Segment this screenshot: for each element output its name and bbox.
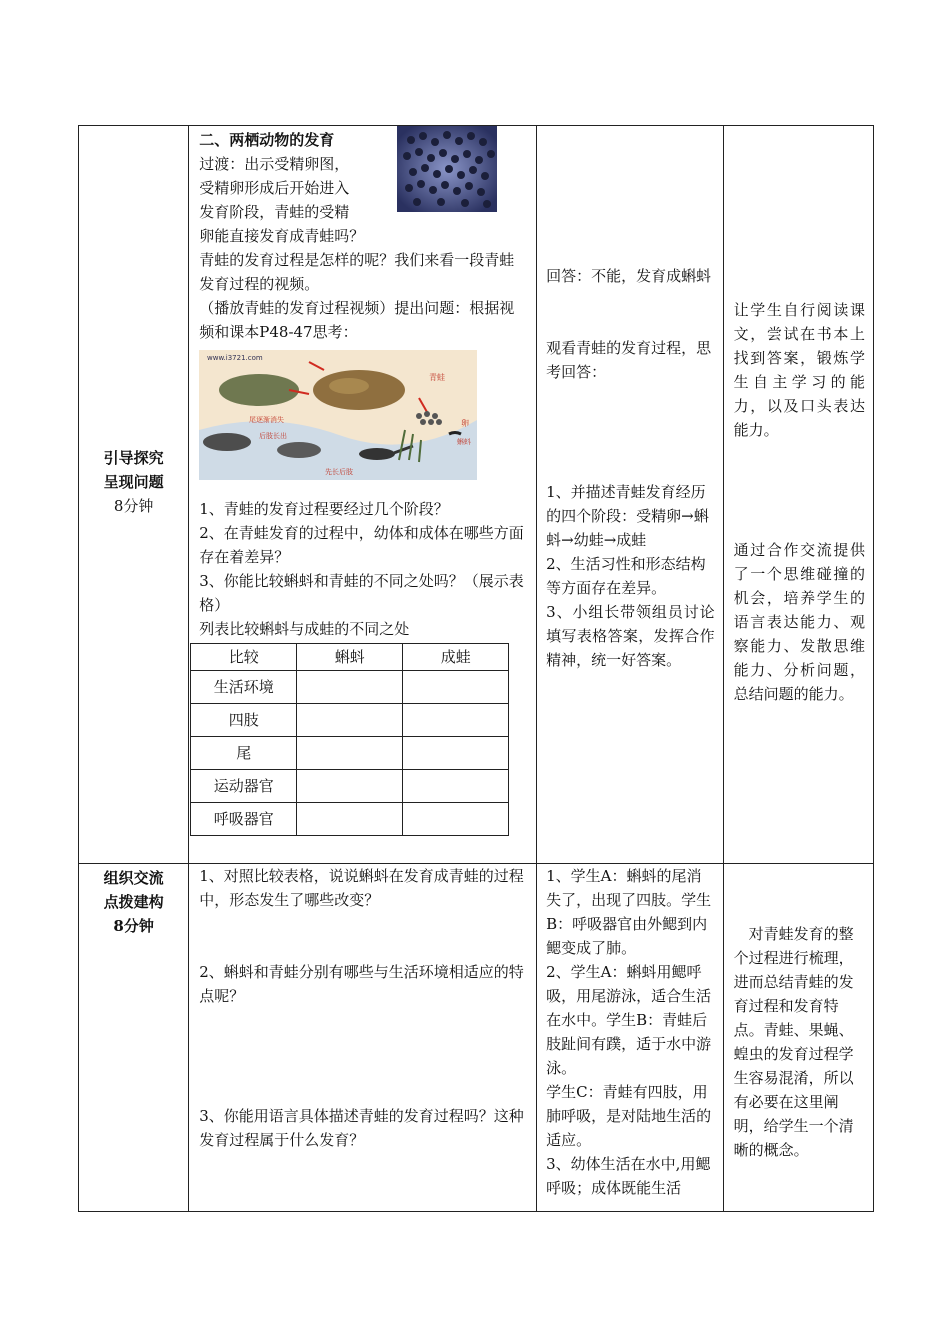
teacher-paragraph: （播放青蛙的发育过程视频）提出问题：根据视频和课本P48-47思考： [199, 299, 515, 341]
comparison-header: 成蛙 [403, 644, 509, 671]
teacher-paragraph: 青蛙的发育过程是怎样的呢？我们来看一段青蛙发育过程的视频。 [199, 251, 515, 293]
intro-line: 过渡：出示受精卵图， [199, 155, 350, 173]
question-2: 2、在青蛙发育的过程中，幼体和成体在哪些方面存在着差异？ [199, 524, 524, 566]
student-activity-cell [537, 126, 723, 864]
teacher-activity-cell [189, 126, 537, 864]
blank-cell[interactable] [403, 704, 509, 737]
table-row [79, 864, 874, 1212]
blank-cell[interactable] [403, 737, 509, 770]
stage-title-line2: 呈现问题 [103, 473, 164, 491]
teacher-activity-cell [189, 864, 537, 1212]
design-intent-cell [723, 126, 873, 864]
blank-cell[interactable] [403, 770, 509, 803]
teacher-question: 1、对照比较表格，说说蝌蚪在发育成青蛙的过程中，形态发生了哪些改变？ [199, 867, 524, 909]
stage-title-line2: 点拨建构 [103, 893, 164, 911]
comparison-table [190, 643, 509, 836]
comparison-row-label: 生活环境 [191, 671, 297, 704]
intro-line: 受精卵形成后开始进入 [199, 179, 350, 197]
stage-cell [79, 126, 189, 864]
student-answer: 3、小组长带领组员讨论填写表格答案，发挥合作精神，统一好答案。 [546, 603, 715, 669]
intro-line: 卵能直接发育成青蛙吗？ [199, 227, 365, 245]
question-3: 3、你能比较蝌蚪和青蛙的不同之处吗？（展示表格） [199, 572, 524, 614]
blank-cell[interactable] [297, 671, 403, 704]
blank-cell[interactable] [297, 704, 403, 737]
diagram-tadpole-label: 蝌蚪 [457, 438, 472, 446]
intent-paragraph: 让学生自行阅读课文，尝试在书本上找到答案，锻炼学生自主学习的能力，以及口头表达能力。 [733, 301, 865, 439]
student-answer: 1、并描述青蛙发育经历的四个阶段：受精卵→蝌蚪→幼蛙→成蛙 [546, 483, 709, 549]
section-heading: 二、两栖动物的发育 [199, 131, 335, 149]
comparison-row-label: 呼吸器官 [191, 803, 297, 836]
stage-time: 8分钟 [113, 917, 154, 935]
diagram-frog-label: 青蛙 [429, 373, 446, 382]
stage-title-line1: 引导探究 [103, 449, 164, 467]
comparison-header: 比较 [191, 644, 297, 671]
comparison-row-label: 运动器官 [191, 770, 297, 803]
comparison-row-label: 四肢 [191, 704, 297, 737]
intent-paragraph: 对青蛙发育的整个过程进行梳理，进而总结青蛙的发育过程和发育特点。青蛙、果蝇、蝗虫的发育过程学生容易混淆，所以有必要在这里阐明，给学生一个清晰的概念。 [733, 925, 854, 1159]
design-intent-cell [723, 864, 873, 1212]
student-answer: 学生C：青蛙有四肢，用肺呼吸，是对陆地生活的适应。 [546, 1083, 712, 1149]
blank-cell[interactable] [297, 803, 403, 836]
blank-cell[interactable] [403, 803, 509, 836]
student-answer: 观看青蛙的发育过程，思考回答： [546, 339, 712, 381]
stage-cell [79, 864, 189, 1212]
stage-title-line1: 组织交流 [103, 869, 164, 887]
diagram-site-label: www.i3721.com [207, 354, 263, 362]
diagram-frontleg-label: 先长后肢 [325, 468, 354, 476]
blank-cell[interactable] [403, 671, 509, 704]
table-row [79, 126, 874, 864]
comparison-row-label: 尾 [191, 737, 297, 770]
intro-line: 发育阶段，青蛙的受精 [199, 203, 350, 221]
teacher-question: 2、蝌蚪和青蛙分别有哪些与生活环境相适应的特点呢？ [199, 963, 524, 1005]
teacher-question: 3、你能用语言具体描述青蛙的发育过程吗？这种发育过程属于什么发育？ [199, 1107, 524, 1149]
fertilized-egg-image [397, 126, 497, 212]
student-answer: 2、学生A：蝌蚪用鳃呼吸，用尾游泳，适合生活在水中。学生B：青蛙后肢趾间有蹼，适于水中游泳。 [546, 963, 712, 1077]
student-answer: 2、生活习性和形态结构等方面存在差异。 [546, 555, 706, 597]
blank-cell[interactable] [297, 770, 403, 803]
comparison-header: 蝌蚪 [297, 644, 403, 671]
student-answer: 3、幼体生活在水中,用鳃呼吸；成体既能生活 [546, 1155, 711, 1197]
lesson-plan-table [78, 125, 874, 1212]
student-activity-cell [537, 864, 723, 1212]
diagram-egg-label: 卵 [461, 419, 470, 428]
stage-time: 8分钟 [113, 497, 154, 515]
frog-life-cycle-diagram [199, 350, 477, 480]
diagram-tail-label: 尾逐渐消失 [249, 416, 285, 424]
table-caption: 列表比较蝌蚪与成蛙的不同之处 [199, 620, 410, 638]
blank-cell[interactable] [297, 737, 403, 770]
diagram-hindleg-label: 后肢长出 [259, 432, 288, 440]
student-answer: 回答：不能，发育成蝌蚪 [546, 267, 712, 285]
question-1: 1、青蛙的发育过程要经过几个阶段？ [199, 500, 449, 518]
student-answer: 1、学生A：蝌蚪的尾消失了，出现了四肢。学生B：呼吸器官由外鳃到内鳃变成了肺。 [546, 867, 712, 957]
intent-paragraph: 通过合作交流提供了一个思维碰撞的机会，培养学生的语言表达能力、观察能力、发散思维能力、分析问题，总结问题的能力。 [733, 541, 865, 703]
